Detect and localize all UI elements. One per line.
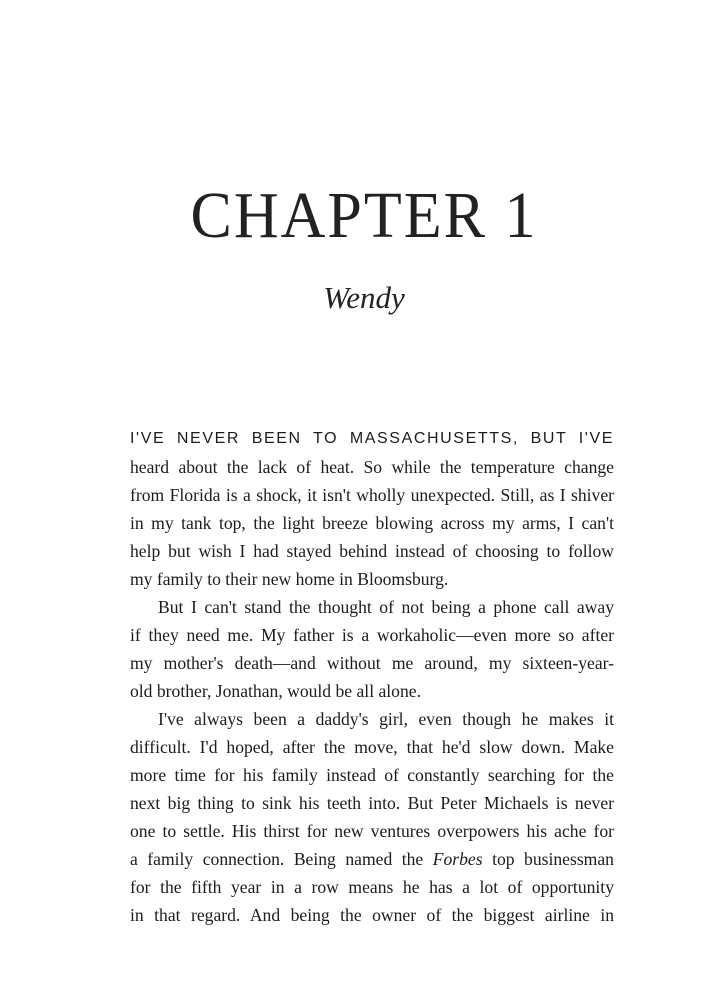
- text-line: in that regard. And being the owner of the biggest airline in: [130, 905, 614, 925]
- text-line: old brother, Jonathan, would be all alone.: [130, 681, 421, 701]
- text-line: in my tank top, the light breeze blowing across my arms, I can't: [130, 513, 614, 533]
- body-text: [130, 425, 614, 929]
- text-line: from Florida is a shock, it isn't wholly unexpected. Still, as I shiver: [130, 485, 614, 505]
- text-line: I've always been a daddy's girl, even though he makes it: [158, 709, 614, 729]
- text-line: one to settle. His thirst for new ventures overpowers his ache for: [130, 821, 614, 841]
- italic-title: Forbes: [432, 849, 483, 869]
- chapter-heading: CHAPTER 1: [190, 179, 538, 253]
- text-line: next big thing to sink his teeth into. But Peter Michaels is never: [130, 793, 614, 813]
- text-fragment: a family connection. Being named the: [130, 849, 424, 869]
- text-line: for the fifth year in a row means he has a lot of opportunity: [130, 877, 614, 897]
- text-line: heard about the lack of heat. So while the temperature change: [130, 457, 614, 477]
- text-line: more time for his family instead of constantly searching for the: [130, 765, 614, 785]
- paragraph-3: [130, 705, 614, 929]
- text-line: But I can't stand the thought of not being a phone call away: [158, 597, 614, 617]
- paragraph-2: [130, 593, 614, 705]
- text-line: difficult. I'd hoped, after the move, that he'd slow down. Make: [130, 737, 614, 757]
- paragraph-1: [130, 425, 614, 593]
- text-line: my family to their new home in Bloomsburg.: [130, 569, 449, 589]
- text-line: if they need me. My father is a workaholic—even more so after: [130, 625, 614, 645]
- opening-line: I'VE NEVER BEEN TO MASSACHUSETTS, BUT I'VE: [130, 430, 614, 447]
- text-line: [130, 845, 614, 873]
- text-fragment: top businessman: [492, 849, 614, 869]
- chapter-subtitle: Wendy: [323, 280, 405, 315]
- text-line: help but wish I had stayed behind instead of choosing to follow: [130, 541, 614, 561]
- text-line: my mother's death—and without me around, my sixteen-year-: [130, 653, 614, 673]
